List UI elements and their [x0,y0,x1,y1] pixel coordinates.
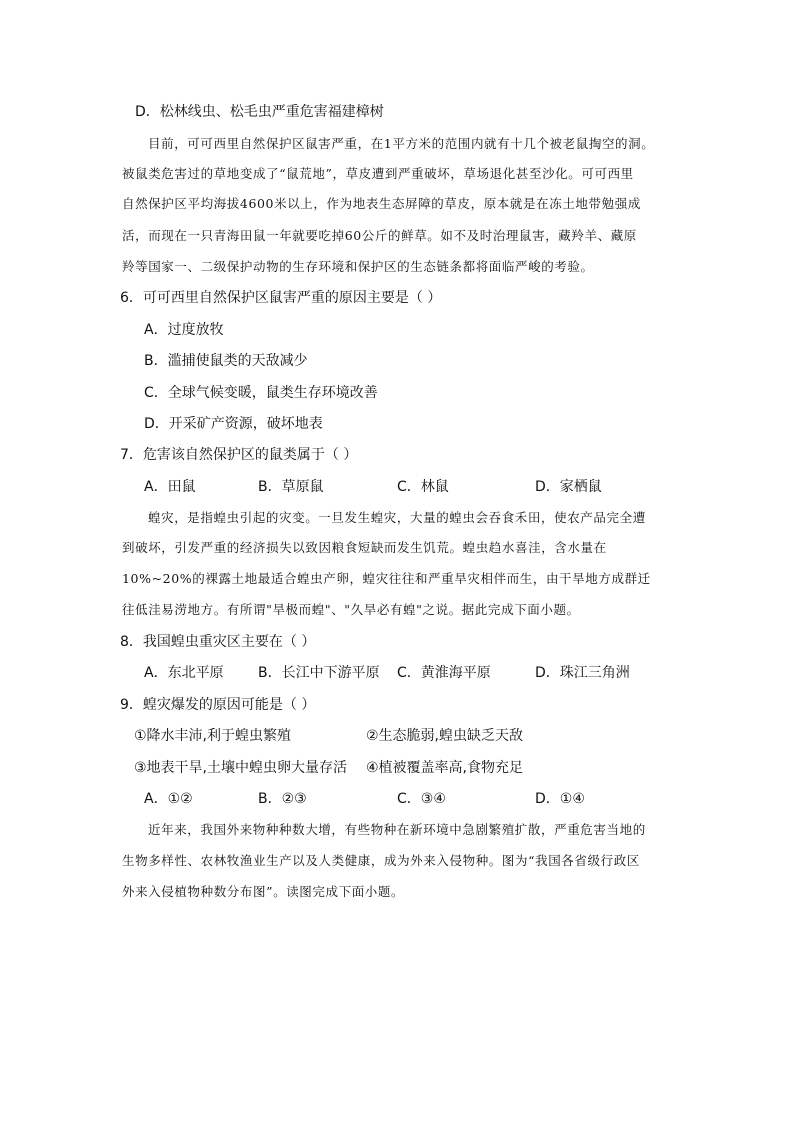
q8-option-c[interactable]: C．黄淮海平原 [397,665,491,681]
q8-stem: 8．我国蝗虫重灾区主要在（ ） [120,634,316,650]
passage3-line: 外来入侵植物种数分布图”。读图完成下面小题。 [122,884,405,899]
passage2-line: 10%~20%的裸露土地最适合蝗虫产卵，蝗灾往往和严重旱灾相伴而生，由干旱地方成群迁 [122,571,651,586]
q6-option-d[interactable]: D．开采矿产资源，破坏地表 [144,416,323,432]
q9-statement-3: ③地表干旱,土壤中蝗虫卵大量存活 [134,760,348,776]
q7-option-c[interactable]: C．林鼠 [397,479,449,495]
q9-option-b[interactable]: B．②③ [258,791,307,807]
q6-stem: 6．可可西里自然保护区鼠害严重的原因主要是（ ） [120,290,442,306]
q9-statement-1: ①降水丰沛,利于蝗虫繁殖 [134,728,292,744]
q7-option-b[interactable]: B．草原鼠 [258,479,324,495]
q8-option-b[interactable]: B．长江中下游平原 [258,665,380,681]
q9-statement-2: ②生态脆弱,蝗虫缺乏天敌 [366,728,524,744]
q8-option-a[interactable]: A．东北平原 [144,665,224,681]
passage1-line: 自然保护区平均海拔4600米以上，作为地表生态屏障的草皮，原本就是在冻土地带勉强成 [122,196,641,211]
q7-option-a[interactable]: A．田鼠 [144,479,196,495]
passage2-line: 往低洼易涝地方。有所谓"旱极而蝗"、"久旱必有蝗"之说。据此完成下面小题。 [122,602,580,617]
q9-stem: 9．蝗灾爆发的原因可能是（ ） [120,697,316,713]
q8-option-d[interactable]: D．珠江三角洲 [535,665,630,681]
passage1-line: 目前，可可西里自然保护区鼠害严重，在1平方米的范围内就有十几个被老鼠掏空的洞。 [148,136,655,151]
passage3-line: 近年来，我国外来物种种数大增，有些物种在新环境中急剧繁殖扩散，严重危害当地的 [148,822,646,837]
passage2-line: 到破坏，引发严重的经济损失以致因粮食短缺而发生饥荒。蝗虫趋水喜洼，含水量在 [122,540,607,555]
passage1-line: 活，而现在一只青海田鼠一年就要吃掉60公斤的鲜草。如不及时治理鼠害，藏羚羊、藏原 [122,228,637,243]
q6-option-c[interactable]: C．全球气候变暖，鼠类生存环境改善 [144,385,378,401]
q9-statement-4: ④植被覆盖率高,食物充足 [366,760,524,776]
q9-option-a[interactable]: A．①② [144,791,193,807]
passage3-line: 生物多样性、农林牧渔业生产以及人类健康，成为外来入侵物种。图为“我国各省级行政区 [122,853,640,868]
q9-option-d[interactable]: D．①④ [535,791,585,807]
q5-option-d: D．松林线虫、松毛虫严重危害福建樟树 [135,104,384,120]
q7-stem: 7．危害该自然保护区的鼠类属于（ ） [120,447,358,463]
q9-option-c[interactable]: C．③④ [397,791,446,807]
passage1-line: 被鼠类危害过的草地变成了“鼠荒地”，草皮遭到严重破坏，草场退化甚至沙化。可可西里 [122,166,634,181]
passage1-line: 羚等国家一、二级保护动物的生存环境和保护区的生态链条都将面临严峻的考验。 [122,259,594,274]
q6-option-b[interactable]: B．滥捕使鼠类的天敌减少 [144,353,308,369]
q7-option-d[interactable]: D．家栖鼠 [535,479,602,495]
q6-option-a[interactable]: A．过度放牧 [144,322,224,338]
passage2-line: 蝗灾，是指蝗虫引起的灾变。一旦发生蝗灾，大量的蝗虫会吞食禾田，使农产品完全遭 [148,510,646,525]
